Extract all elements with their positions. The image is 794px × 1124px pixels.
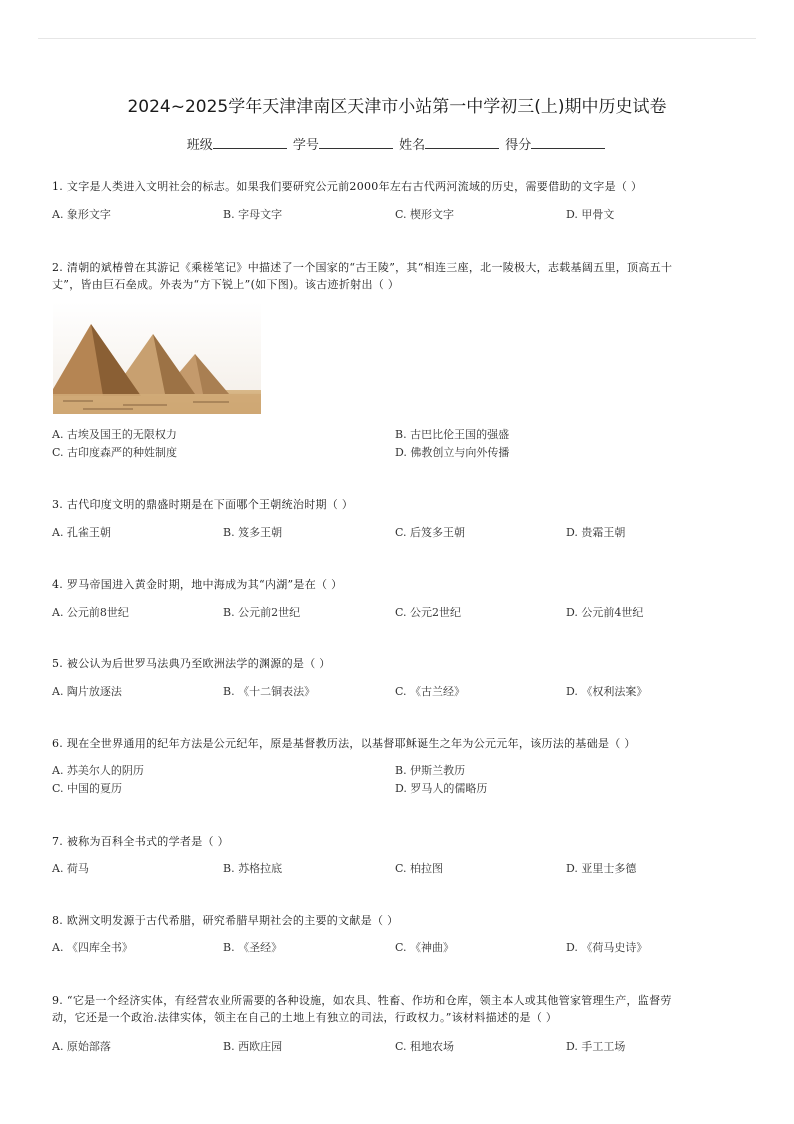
option-c[interactable]: C. 租地农场 — [395, 1040, 455, 1053]
option-a[interactable]: A. 荷马 — [52, 862, 89, 875]
option-a[interactable]: A. 象形文字 — [52, 208, 111, 221]
option-b[interactable]: B. 伊斯兰教历 — [395, 764, 466, 777]
option-d[interactable]: D. 《权利法案》 — [566, 685, 648, 698]
option-d[interactable]: D. 甲骨文 — [566, 208, 615, 221]
question-stem-line-1: 9. “它是一个经济实体，有经营农业所需要的各种设施，如农具、牲畜、作坊和仓库，领主本人或其他管家管理生产，监督劳 — [52, 994, 672, 1007]
question-9 — [52, 992, 742, 1026]
option-a[interactable]: A. 《四库全书》 — [52, 941, 133, 954]
question-stem: 3. 古代印度文明的鼎盛时期是在下面哪个王朝统治时期（ ） — [52, 498, 354, 511]
question-stem: 4. 罗马帝国进入黄金时期，地中海成为其“内湖”是在（ ） — [52, 578, 343, 591]
question-7 — [52, 833, 742, 850]
question-3 — [52, 496, 742, 513]
question-8 — [52, 912, 742, 929]
option-a[interactable]: A. 原始部落 — [52, 1040, 111, 1053]
option-c[interactable]: C. 后笈多王朝 — [395, 526, 466, 539]
question-stem-line-1: 2. 清朝的斌椿曾在其游记《乘槎笔记》中描述了一个国家的“古王陵”，其“相连三座，北一陵极大，志载基阔五里，顶高五十 — [52, 261, 673, 274]
option-a[interactable]: A. 公元前8世纪 — [52, 606, 129, 619]
option-c[interactable]: C. 《神曲》 — [395, 941, 455, 954]
class-blank[interactable] — [213, 137, 287, 149]
option-a[interactable]: A. 孔雀王朝 — [52, 526, 111, 539]
option-d[interactable]: D. 佛教创立与向外传播 — [395, 446, 510, 459]
option-d[interactable]: D. 手工工场 — [566, 1040, 626, 1053]
option-b[interactable]: B. 《圣经》 — [223, 941, 283, 954]
option-a[interactable]: A. 陶片放逐法 — [52, 685, 122, 698]
option-b[interactable]: B. 字母文字 — [223, 208, 283, 221]
option-b[interactable]: B. 西欧庄园 — [223, 1040, 283, 1053]
option-a[interactable]: A. 苏美尔人的阴历 — [52, 764, 144, 777]
option-c[interactable]: C. 古印度森严的种姓制度 — [52, 446, 178, 459]
info-name: 姓名 — [399, 134, 501, 153]
option-c[interactable]: C. 《古兰经》 — [395, 685, 466, 698]
top-divider — [38, 38, 756, 39]
question-6 — [52, 735, 742, 752]
question-stem: 8. 欧洲文明发源于古代希腊，研究希腊早期社会的主要的文献是（ ） — [52, 914, 399, 927]
option-d[interactable]: D. 《荷马史诗》 — [566, 941, 648, 954]
score-blank[interactable] — [531, 137, 605, 149]
question-stem: 1. 文字是人类进入文明社会的标志。如果我们要研究公元前2000年左右古代两河流域的历史，需要借助的文字是（ ） — [52, 180, 643, 193]
info-score: 得分 — [505, 134, 607, 153]
option-c[interactable]: C. 楔形文字 — [395, 208, 455, 221]
question-5 — [52, 655, 742, 672]
question-4 — [52, 576, 742, 593]
option-d[interactable]: D. 贵霜王朝 — [566, 526, 626, 539]
exam-title: 2024~2025学年天津津南区天津市小站第一中学初三(上)期中历史试卷 — [127, 97, 667, 117]
info-class: 班级 — [187, 134, 289, 153]
pyramids-image — [53, 302, 261, 414]
option-b[interactable]: B. 公元前2世纪 — [223, 606, 301, 619]
question-1 — [52, 178, 742, 195]
question-stem: 7. 被称为百科全书式的学者是（ ） — [52, 835, 229, 848]
info-student-id: 学号 — [293, 134, 395, 153]
option-d[interactable]: D. 亚里士多德 — [566, 862, 637, 875]
question-stem: 6. 现在全世界通用的纪年方法是公元纪年，原是基督教历法，以基督耶稣诞生之年为公元元年，该历法的基础是（ ） — [52, 737, 636, 750]
option-a[interactable]: A. 古埃及国王的无限权力 — [52, 428, 177, 441]
question-2 — [52, 259, 742, 293]
option-b[interactable]: B. 古巴比伦王国的强盛 — [395, 428, 510, 441]
option-b[interactable]: B. 笈多王朝 — [223, 526, 283, 539]
question-stem-line-2: 丈”，皆由巨石垒成。外表为“方下锐上”(如下图)。该古迹折射出（ ） — [52, 278, 400, 291]
option-c[interactable]: C. 公元2世纪 — [395, 606, 462, 619]
option-d[interactable]: D. 罗马人的儒略历 — [395, 782, 488, 795]
option-b[interactable]: B. 苏格拉底 — [223, 862, 283, 875]
option-d[interactable]: D. 公元前4世纪 — [566, 606, 644, 619]
name-blank[interactable] — [425, 137, 499, 149]
option-c[interactable]: C. 中国的夏历 — [52, 782, 123, 795]
student-info-line — [0, 134, 794, 153]
question-stem: 5. 被公认为后世罗马法典乃至欧洲法学的渊源的是（ ） — [52, 657, 331, 670]
option-c[interactable]: C. 柏拉图 — [395, 862, 444, 875]
student-id-blank[interactable] — [319, 137, 393, 149]
option-b[interactable]: B. 《十二铜表法》 — [223, 685, 316, 698]
question-stem-line-2: 动，它还是一个政治.法律实体，领主在自己的土地上有独立的司法，行政权力。”该材料描述的是（ ） — [52, 1011, 558, 1024]
